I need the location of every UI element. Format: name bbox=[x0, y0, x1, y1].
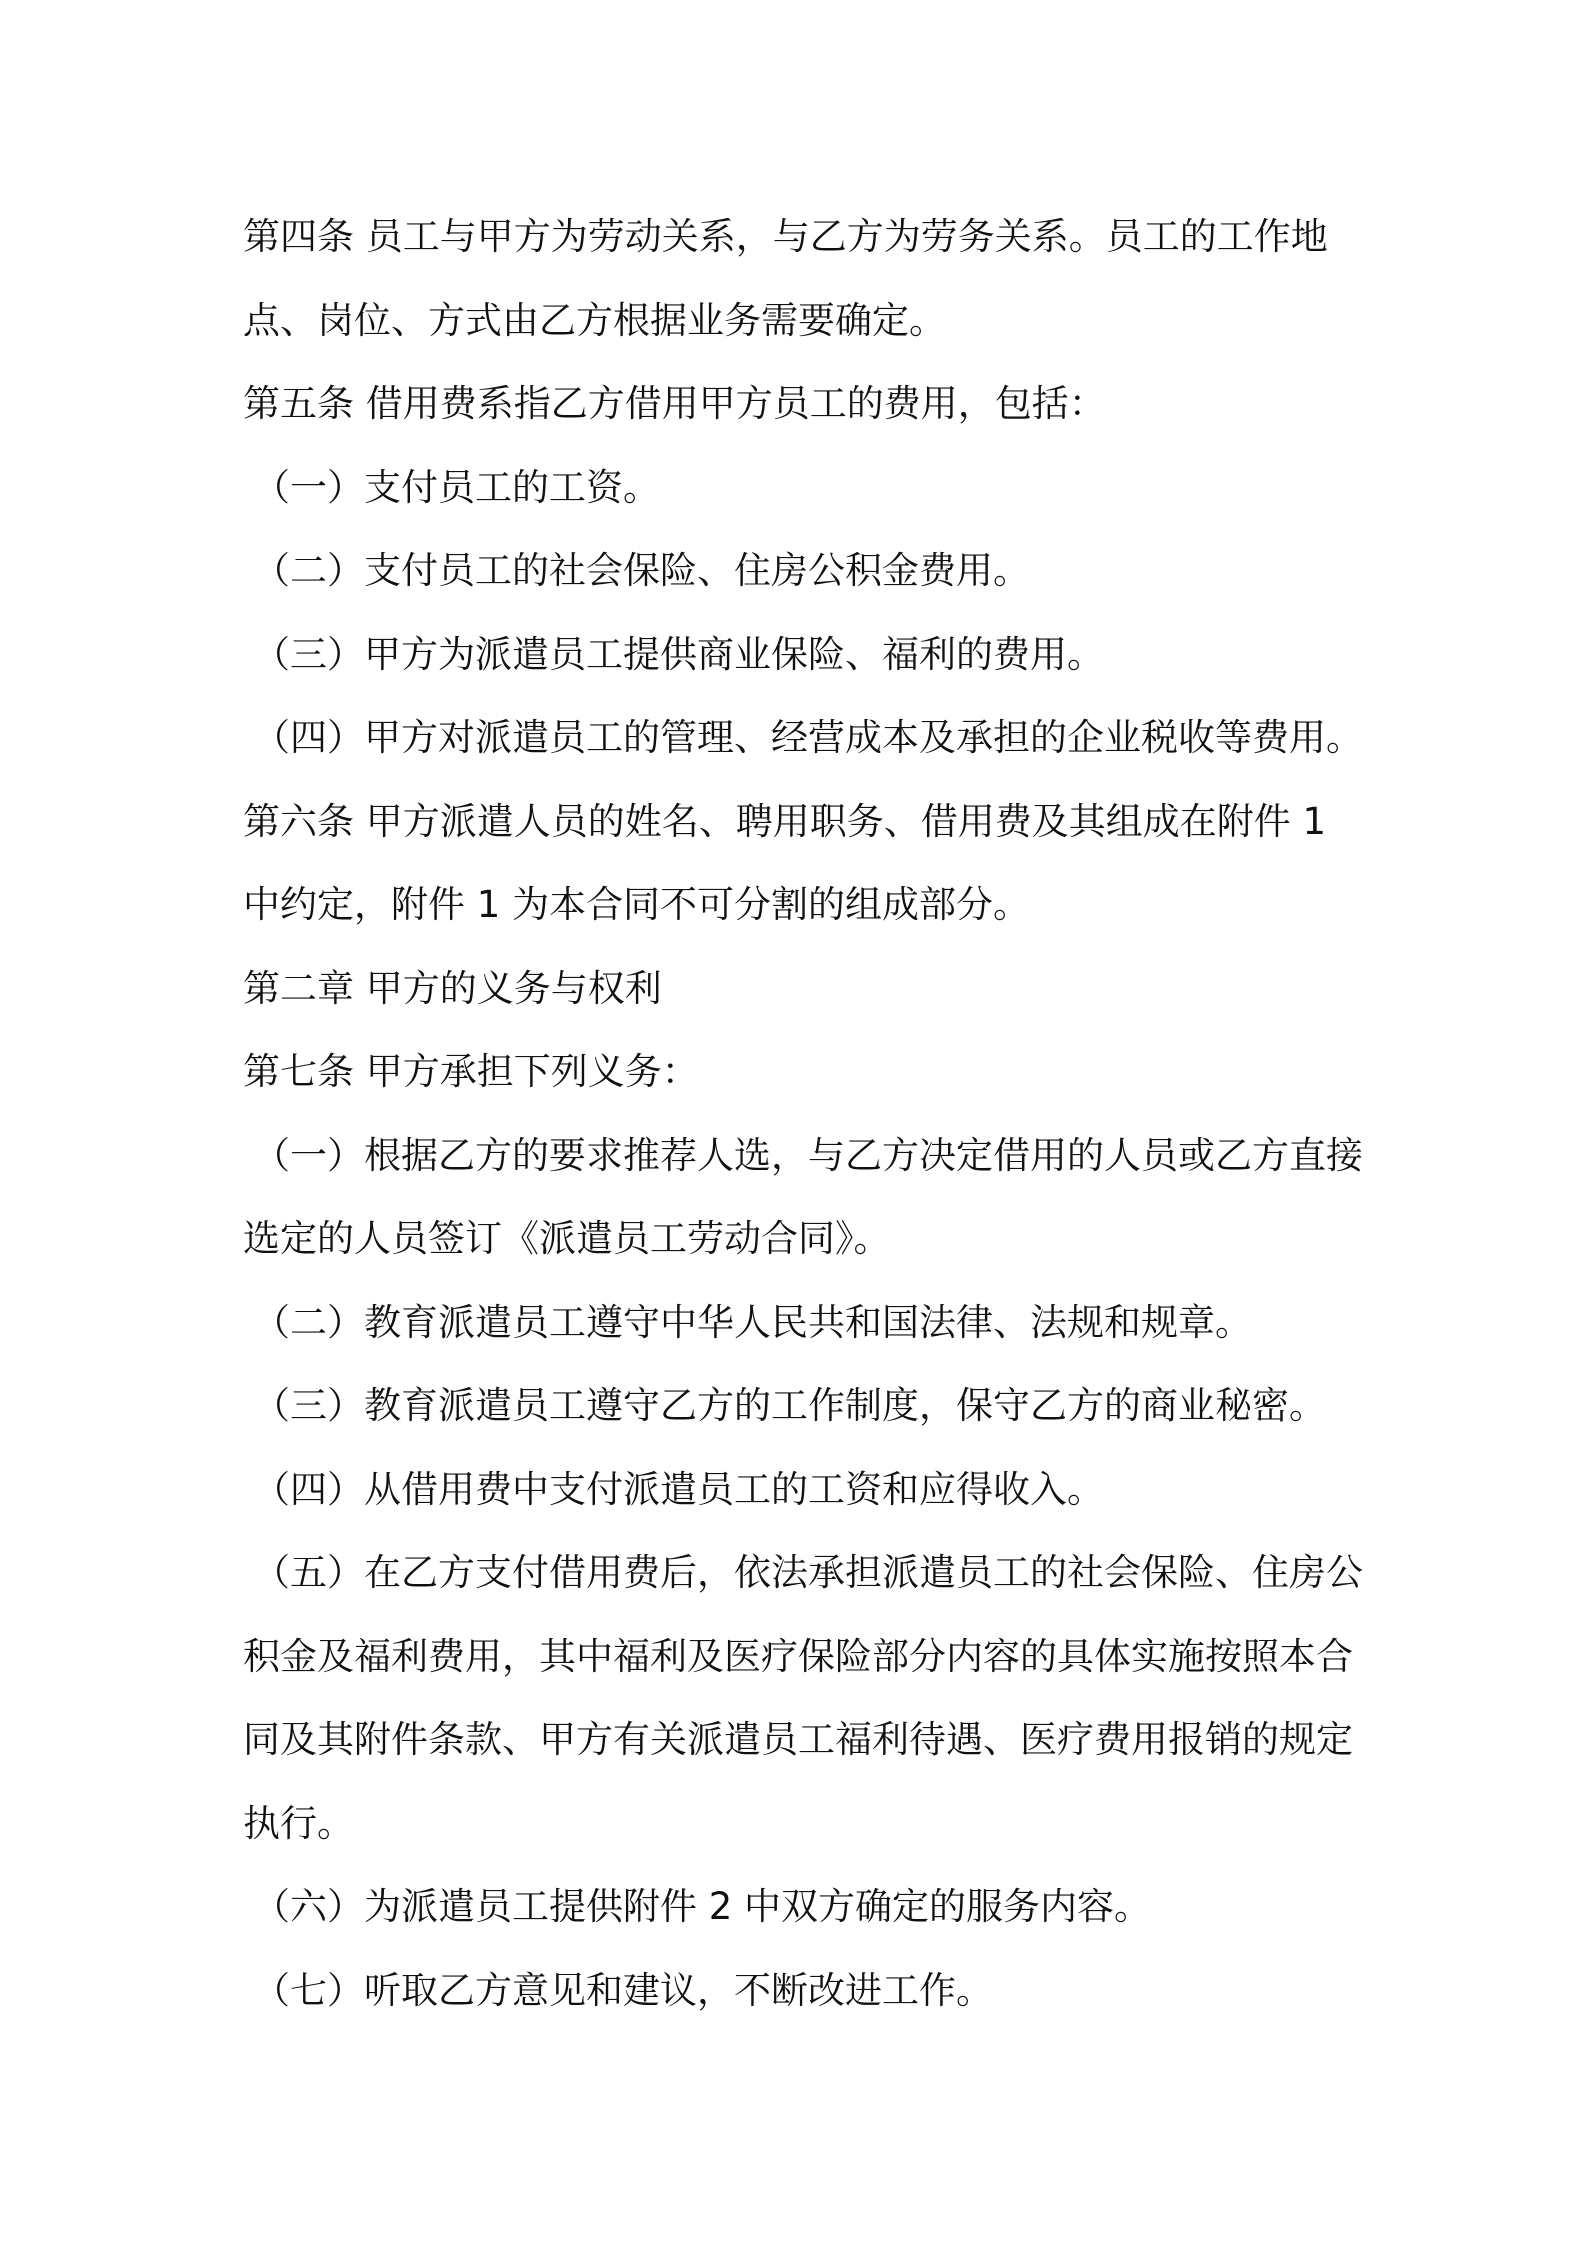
article-5-item-2: （二）支付员工的社会保险、住房公积金费用。 bbox=[253, 549, 1030, 592]
article-5-item-1: （一）支付员工的工资。 bbox=[253, 465, 660, 509]
chapter-2-heading: 第二章 甲方的义务与权利 bbox=[243, 966, 662, 1010]
article-7-item-3: （三）教育派遣员工遵守乙方的工作制度，保守乙方的商业秘密。 bbox=[253, 1384, 1326, 1427]
article-5-item-4: （四）甲方对派遣员工的管理、经营成本及承担的企业税收等费用。 bbox=[253, 716, 1363, 759]
article-7-item-2: （二）教育派遣员工遵守中华人民共和国法律、法规和规章。 bbox=[253, 1300, 1252, 1344]
article-7-item-4: （四）从借用费中支付派遣员工的工资和应得收入。 bbox=[253, 1467, 1104, 1511]
article-7-item-5-line-2: 积金及福利费用，其中福利及医疗保险部分内容的具体实施按照本合 bbox=[243, 1634, 1353, 1678]
article-7-item-5-line-4: 执行。 bbox=[243, 1801, 354, 1845]
article-7-item-7: （七）听取乙方意见和建议，不断改进工作。 bbox=[253, 1968, 993, 2012]
article-6-line-1: 第六条 甲方派遣人员的姓名、聘用职务、借用费及其组成在附件 1 bbox=[243, 799, 1327, 843]
document-body bbox=[243, 195, 1363, 2032]
article-7-item-5-line-3: 同及其附件条款、甲方有关派遣员工福利待遇、医疗费用报销的规定 bbox=[243, 1718, 1353, 1761]
article-7-item-5-line-1: （五）在乙方支付借用费后，依法承担派遣员工的社会保险、住房公 bbox=[253, 1551, 1363, 1594]
article-7-heading: 第七条 甲方承担下列义务： bbox=[243, 1050, 699, 1093]
article-5-heading: 第五条 借用费系指乙方借用甲方员工的费用，包括： bbox=[243, 382, 1106, 425]
article-7-item-6: （六）为派遣员工提供附件 2 中双方确定的服务内容。 bbox=[253, 1885, 1152, 1928]
article-5-item-3: （三）甲方为派遣员工提供商业保险、福利的费用。 bbox=[253, 632, 1104, 676]
article-7-item-1-line-2: 选定的人员签订《派遣员工劳动合同》。 bbox=[243, 1217, 891, 1260]
article-4-line-2: 点、岗位、方式由乙方根据业务需要确定。 bbox=[243, 298, 946, 342]
article-4-line-1: 第四条 员工与甲方为劳动关系，与乙方为劳务关系。员工的工作地 bbox=[243, 215, 1328, 258]
article-6-line-2: 中约定，附件 1 为本合同不可分割的组成部分。 bbox=[243, 883, 1031, 926]
article-7-item-1-line-1: （一）根据乙方的要求推荐人选，与乙方决定借用的人员或乙方直接 bbox=[253, 1133, 1363, 1177]
